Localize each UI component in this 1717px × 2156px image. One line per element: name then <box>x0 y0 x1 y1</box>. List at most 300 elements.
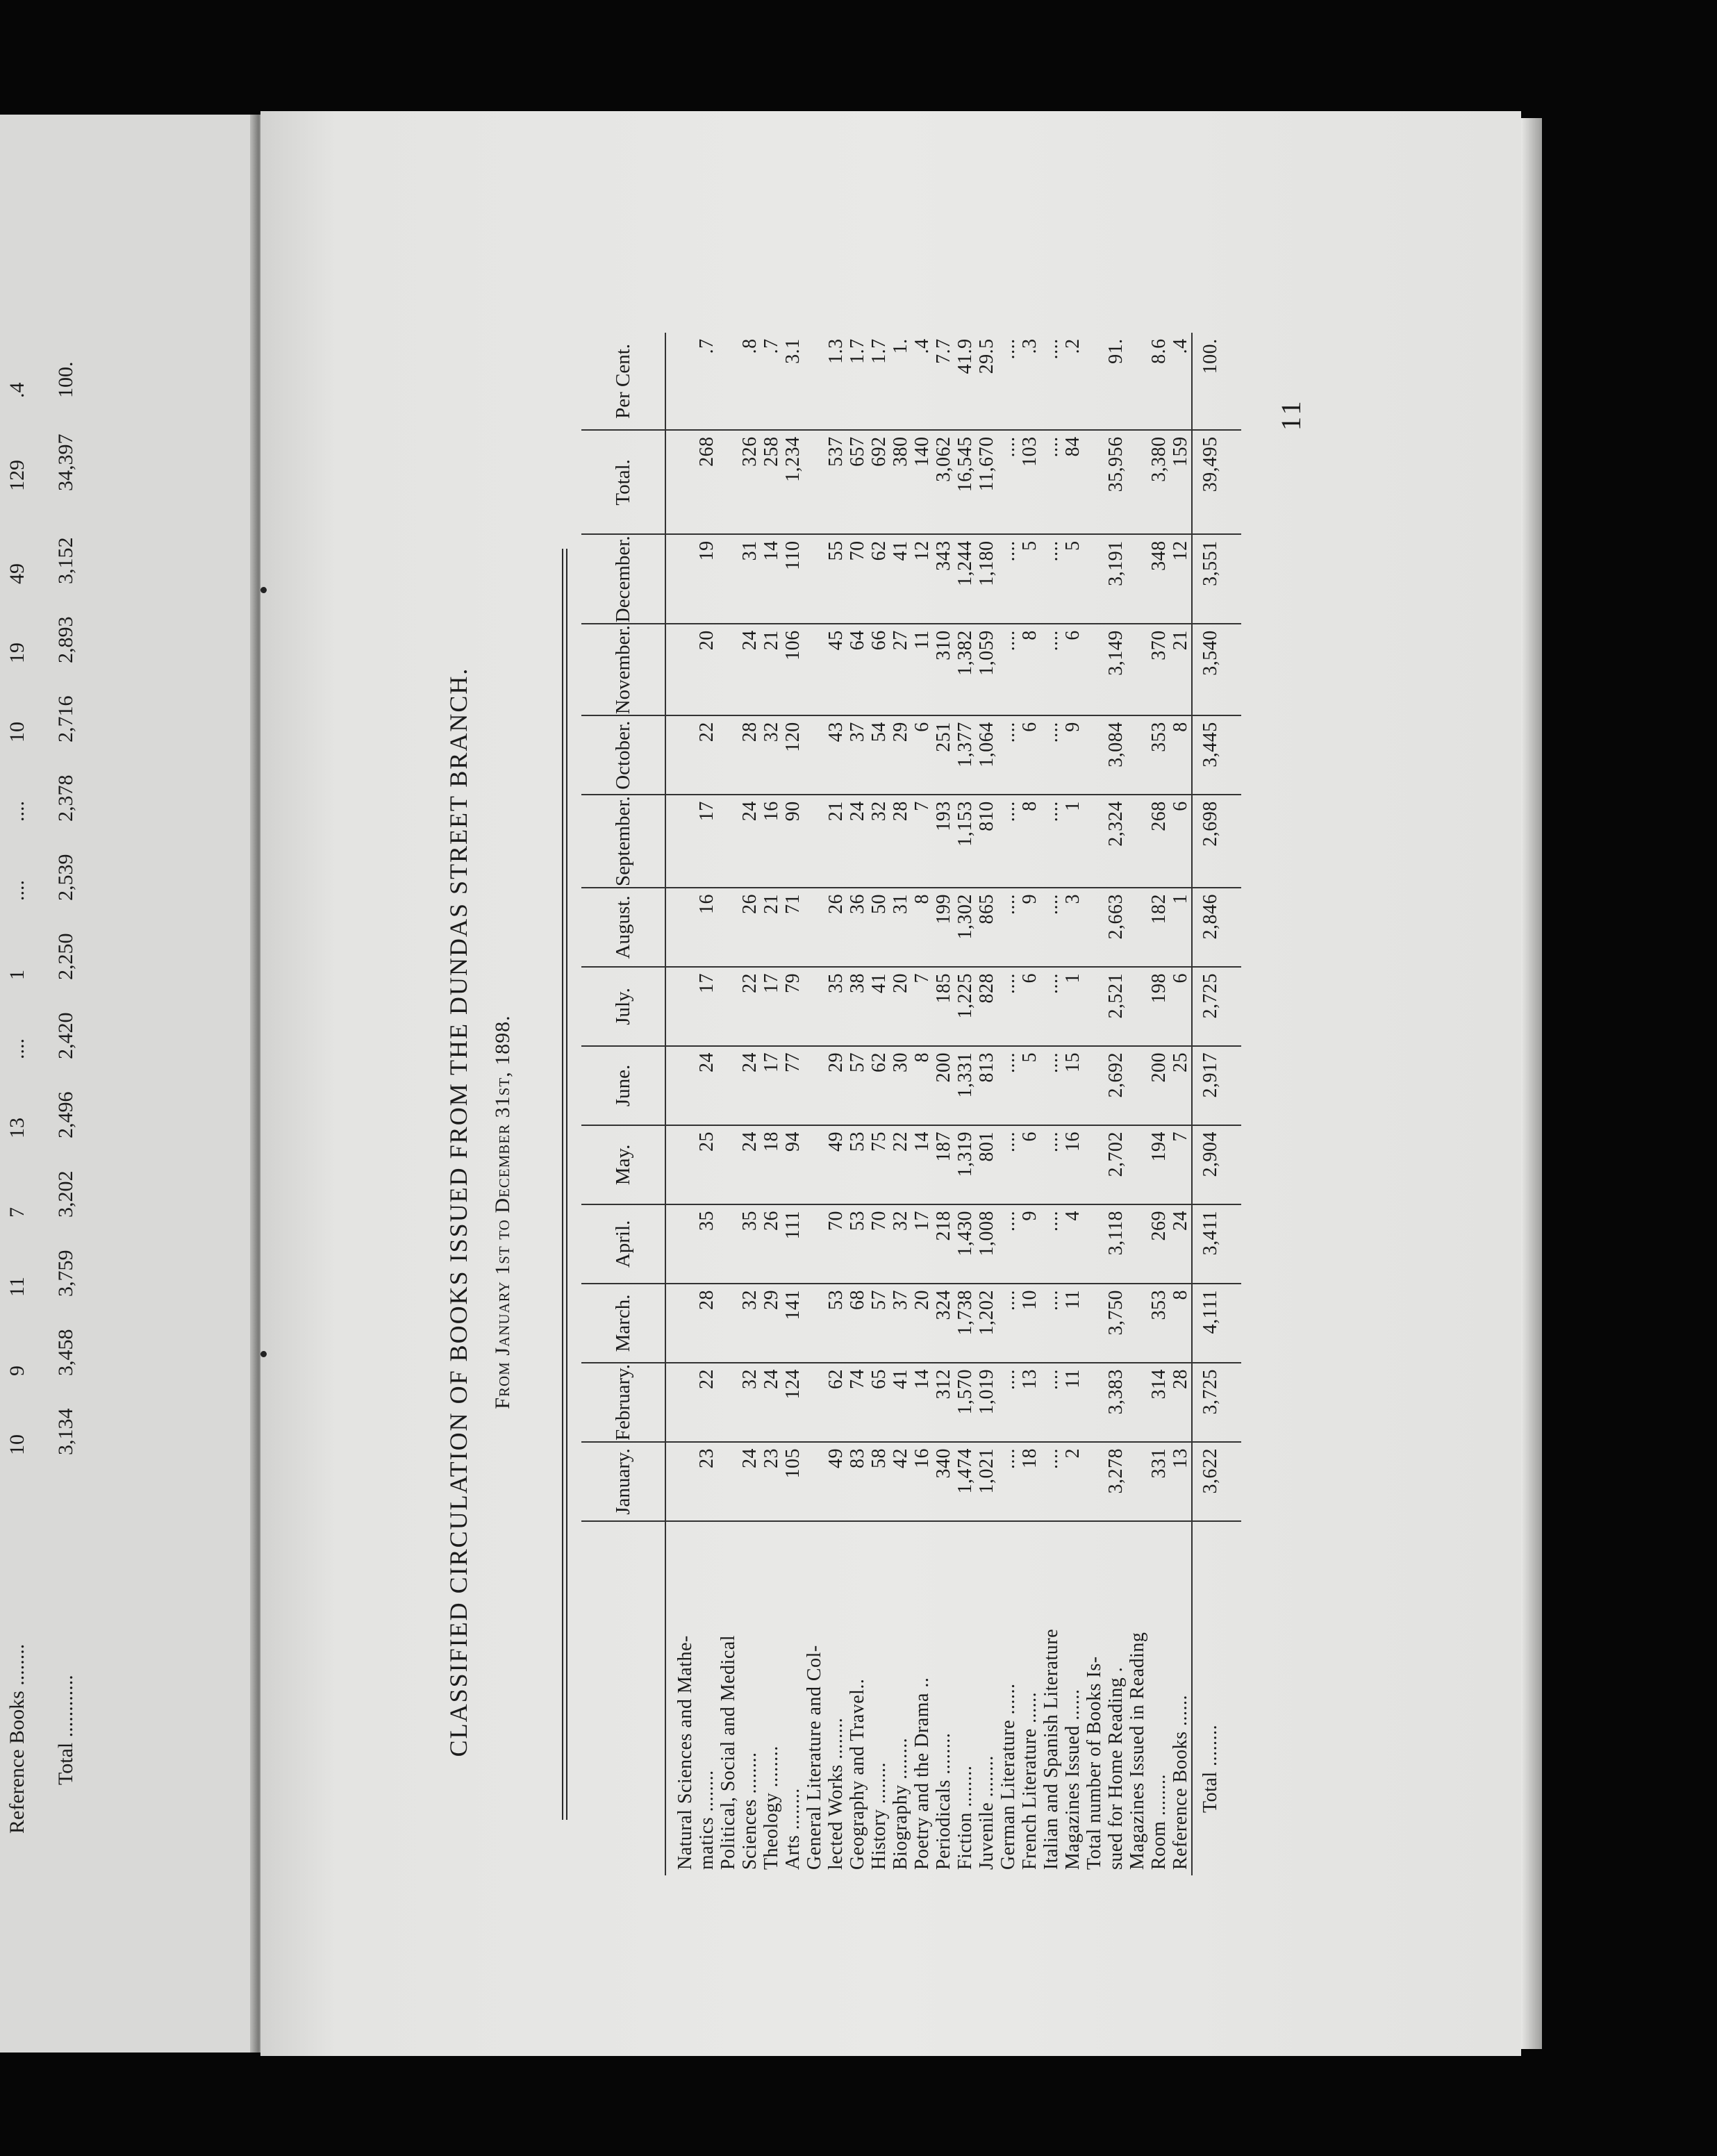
table-cell: 17 <box>696 967 718 1046</box>
right-page-content <box>406 320 1413 1875</box>
table-cell: 1,570 <box>954 1363 976 1442</box>
table-cell: 5 <box>1019 1046 1040 1125</box>
total-label: Total ........ <box>1192 1521 1241 1875</box>
table-cell <box>1084 888 1105 967</box>
row-label: Theology ........ <box>761 1745 782 1870</box>
column-header: September. <box>581 795 665 888</box>
table-cell: 38 <box>847 967 868 1046</box>
left-table-cell: 2,716 <box>54 695 77 743</box>
row-label: matics ........ <box>696 1770 718 1870</box>
table-cell: 3 <box>1062 888 1084 967</box>
table-cell: .... <box>997 715 1019 795</box>
table-cell <box>804 333 825 430</box>
table-cell <box>804 1284 825 1363</box>
column-header: March. <box>581 1284 665 1363</box>
table-row <box>954 333 976 1875</box>
table-cell <box>718 888 739 967</box>
table-cell: 11 <box>1062 1284 1084 1363</box>
binding-mark <box>260 1351 267 1357</box>
table-cell: 1,331 <box>954 1046 976 1125</box>
table-cell: 110 <box>782 534 804 624</box>
total-cell: 3,445 <box>1192 715 1241 795</box>
table-row <box>1127 333 1148 1875</box>
table-cell: 24 <box>739 1046 761 1125</box>
table-row <box>911 333 933 1875</box>
total-cell: 3,540 <box>1192 624 1241 715</box>
table-cell: 8 <box>911 1046 933 1125</box>
table-cell: 16 <box>911 1442 933 1521</box>
table-cell: .... <box>997 1046 1019 1125</box>
table-cell: 29 <box>890 715 911 795</box>
header-row <box>581 333 665 1875</box>
table-cell: 11 <box>911 624 933 715</box>
row-label: Total ............ <box>54 1675 77 1785</box>
table-cell: 141 <box>782 1284 804 1363</box>
table-cell: 200 <box>933 1046 954 1125</box>
row-label: Magazines Issued ...... <box>1062 1689 1084 1870</box>
table-cell <box>674 888 696 967</box>
table-cell: 26 <box>761 1204 782 1284</box>
table-cell: 84 <box>1062 430 1084 534</box>
table-cell: 36 <box>847 888 868 967</box>
table-cell <box>1127 888 1148 967</box>
table-cell: 268 <box>696 430 718 534</box>
table-cell <box>718 1046 739 1125</box>
table-cell <box>1084 333 1105 430</box>
page-edge <box>1521 118 1542 2049</box>
row-label: French Literature ...... <box>1019 1691 1040 1870</box>
table-cell: 16 <box>761 795 782 888</box>
table-cell: .... <box>997 333 1019 430</box>
table-cell: 41.9 <box>954 333 976 430</box>
table-cell: .7 <box>696 333 718 430</box>
table-cell: 20 <box>696 624 718 715</box>
table-cell <box>804 715 825 795</box>
total-cell: 100. <box>1192 333 1241 430</box>
table-spacer <box>665 333 674 1875</box>
table-cell: .... <box>1040 1363 1062 1442</box>
left-table-cell: 3,759 <box>54 1250 77 1297</box>
table-cell: .4 <box>911 333 933 430</box>
table-cell: 7 <box>1170 1125 1192 1204</box>
total-cell: 2,846 <box>1192 888 1241 967</box>
table-cell: 31 <box>890 888 911 967</box>
table-cell: 3,383 <box>1105 1363 1127 1442</box>
table-cell: 813 <box>976 1046 997 1125</box>
table-cell: 62 <box>825 1363 847 1442</box>
table-cell: 17 <box>911 1204 933 1284</box>
table-row <box>739 333 761 1875</box>
table-cell: 6 <box>1170 795 1192 888</box>
column-header: Per Cent. <box>581 333 665 430</box>
table-cell: 6 <box>911 715 933 795</box>
table-cell: 57 <box>847 1046 868 1125</box>
table-cell: 90 <box>782 795 804 888</box>
table-cell <box>1084 430 1105 534</box>
table-cell: 16 <box>696 888 718 967</box>
table-cell: 43 <box>825 715 847 795</box>
left-table-cell: 129 <box>6 460 28 491</box>
table-cell <box>1127 1284 1148 1363</box>
table-cell: 1.3 <box>825 333 847 430</box>
table-cell: .... <box>1040 1125 1062 1204</box>
table-cell: .4 <box>1170 333 1192 430</box>
table-cell <box>1127 1125 1148 1204</box>
table-cell: 37 <box>847 715 868 795</box>
table-cell: 13 <box>1019 1363 1040 1442</box>
table-cell: 159 <box>1170 430 1192 534</box>
circulation-table <box>581 333 1241 1875</box>
table-cell: 2,702 <box>1105 1125 1127 1204</box>
table-cell: 8 <box>1170 715 1192 795</box>
left-page-content <box>0 264 258 1861</box>
left-table-cell: 2,496 <box>54 1091 77 1138</box>
table-cell: 32 <box>739 1284 761 1363</box>
table-cell: 3,380 <box>1148 430 1170 534</box>
table-cell: .... <box>1040 1204 1062 1284</box>
table-cell: 1,153 <box>954 795 976 888</box>
table-cell <box>718 1442 739 1521</box>
left-table-cell: 13 <box>6 1118 28 1138</box>
table-row <box>1084 333 1105 1875</box>
table-cell: 3,062 <box>933 430 954 534</box>
table-cell: .... <box>997 1363 1019 1442</box>
table-cell <box>1127 795 1148 888</box>
page-number: 11 <box>1275 398 1307 431</box>
page-subtitle: From January 1st to December 31st, 1898. <box>491 1015 514 1409</box>
table-cell: 537 <box>825 430 847 534</box>
table-cell: 75 <box>868 1125 890 1204</box>
row-label: Biography ........ <box>890 1737 911 1870</box>
table-cell: 14 <box>761 534 782 624</box>
table-cell <box>1127 1363 1148 1442</box>
table-cell: 41 <box>868 967 890 1046</box>
table-cell: 1,244 <box>954 534 976 624</box>
table-cell: 1,234 <box>782 430 804 534</box>
table-cell: 26 <box>739 888 761 967</box>
total-cell: 2,917 <box>1192 1046 1241 1125</box>
table-cell: .... <box>997 1125 1019 1204</box>
table-cell: .... <box>997 795 1019 888</box>
table-row <box>1040 333 1062 1875</box>
table-cell: 71 <box>782 888 804 967</box>
column-header: November. <box>581 624 665 715</box>
table-cell: 25 <box>696 1125 718 1204</box>
column-header: August. <box>581 888 665 967</box>
table-cell: 1,021 <box>976 1442 997 1521</box>
table-cell: 28 <box>696 1284 718 1363</box>
table-cell <box>1084 967 1105 1046</box>
table-cell: 22 <box>696 715 718 795</box>
left-table-cell: 11 <box>6 1277 28 1297</box>
table-cell: 24 <box>761 1363 782 1442</box>
table-cell: .... <box>1040 715 1062 795</box>
table-cell: 120 <box>782 715 804 795</box>
table-cell: 6 <box>1170 967 1192 1046</box>
table-cell: 1.7 <box>868 333 890 430</box>
table-cell <box>718 1125 739 1204</box>
table-cell: 6 <box>1019 715 1040 795</box>
table-cell: 810 <box>976 795 997 888</box>
row-label: Political, Social and Medical <box>718 1635 739 1870</box>
table-cell <box>804 967 825 1046</box>
table-cell: 269 <box>1148 1204 1170 1284</box>
table-cell: .... <box>997 1284 1019 1363</box>
table-cell: 865 <box>976 888 997 967</box>
table-cell: 11,670 <box>976 430 997 534</box>
table-cell: 41 <box>890 1363 911 1442</box>
table-cell: .... <box>1040 795 1062 888</box>
table-cell: 7 <box>911 967 933 1046</box>
left-table-cell: 19 <box>6 642 28 663</box>
table-cell: 62 <box>868 1046 890 1125</box>
left-table-cell: 3,458 <box>54 1329 77 1376</box>
column-header: Total. <box>581 430 665 534</box>
table-cell: 3,191 <box>1105 534 1127 624</box>
table-cell <box>1084 795 1105 888</box>
table-cell <box>718 795 739 888</box>
table-cell <box>674 534 696 624</box>
table-cell: 22 <box>696 1363 718 1442</box>
table-cell <box>1084 1363 1105 1442</box>
table-cell: 1,302 <box>954 888 976 967</box>
table-cell: 18 <box>761 1125 782 1204</box>
table-cell: 140 <box>911 430 933 534</box>
table-cell: 3,278 <box>1105 1442 1127 1521</box>
table-cell: .... <box>997 967 1019 1046</box>
row-label: General Literature and Col- <box>804 1645 825 1870</box>
total-cell: 2,904 <box>1192 1125 1241 1204</box>
table-cell: 2,663 <box>1105 888 1127 967</box>
table-cell: 3,750 <box>1105 1284 1127 1363</box>
row-label: Poetry and the Drama .. <box>911 1677 933 1870</box>
table-cell: 28 <box>739 715 761 795</box>
table-cell: 28 <box>890 795 911 888</box>
table-row <box>674 333 696 1875</box>
table-cell: 24 <box>847 795 868 888</box>
table-cell <box>1084 624 1105 715</box>
table-cell: 74 <box>847 1363 868 1442</box>
table-cell <box>804 1046 825 1125</box>
table-cell: 49 <box>825 1442 847 1521</box>
table-cell: 251 <box>933 715 954 795</box>
rule <box>566 549 567 1820</box>
table-cell: 8.6 <box>1148 333 1170 430</box>
table-row <box>782 333 804 1875</box>
table-cell: 187 <box>933 1125 954 1204</box>
table-cell: 348 <box>1148 534 1170 624</box>
table-cell: 692 <box>868 430 890 534</box>
table-cell: 19 <box>696 534 718 624</box>
table-row <box>761 333 782 1875</box>
table-cell: 37 <box>890 1284 911 1363</box>
table-cell <box>674 1442 696 1521</box>
table-row <box>1105 333 1127 1875</box>
table-cell: .... <box>997 534 1019 624</box>
table-cell: 103 <box>1019 430 1040 534</box>
table-row <box>933 333 954 1875</box>
table-cell: 182 <box>1148 888 1170 967</box>
left-table-cell: 1 <box>6 970 28 980</box>
table-cell <box>804 1204 825 1284</box>
table-cell: 310 <box>933 624 954 715</box>
table-cell: .... <box>1040 1442 1062 1521</box>
table-cell: 8 <box>1019 795 1040 888</box>
left-table-cell: 10 <box>6 1434 28 1455</box>
table-cell: .... <box>1040 967 1062 1046</box>
table-cell: 1,225 <box>954 967 976 1046</box>
table-cell: 21 <box>1170 624 1192 715</box>
table-cell <box>804 1125 825 1204</box>
row-label: Periodicals ........ <box>933 1732 954 1870</box>
table-cell: .... <box>997 1442 1019 1521</box>
table-cell <box>1084 1442 1105 1521</box>
table-cell <box>1127 430 1148 534</box>
table-cell <box>1084 1284 1105 1363</box>
table-cell: 35 <box>739 1204 761 1284</box>
table-row <box>997 333 1019 1875</box>
table-cell: 8 <box>1019 624 1040 715</box>
table-cell: 15 <box>1062 1046 1084 1125</box>
table-cell <box>674 1284 696 1363</box>
table-cell: 111 <box>782 1204 804 1284</box>
table-cell: 828 <box>976 967 997 1046</box>
left-table-cell: 9 <box>6 1366 28 1376</box>
left-table-cell: 3,134 <box>54 1408 77 1455</box>
table-cell: 6 <box>1019 1125 1040 1204</box>
table-cell: 41 <box>890 534 911 624</box>
total-cell: 3,725 <box>1192 1363 1241 1442</box>
left-table-cell: 10 <box>6 722 28 743</box>
column-header: January. <box>581 1442 665 1521</box>
left-table-cell: 2,250 <box>54 933 77 980</box>
rule <box>562 549 563 1820</box>
left-table-cell: 100. <box>54 361 77 398</box>
table-cell <box>1084 534 1105 624</box>
table-cell: .2 <box>1062 333 1084 430</box>
left-table-cell: 2,539 <box>54 854 77 901</box>
table-cell: 35 <box>825 967 847 1046</box>
table-cell: 24 <box>739 1125 761 1204</box>
table-cell: .... <box>997 1204 1019 1284</box>
table-cell: 1,202 <box>976 1284 997 1363</box>
total-cell: 2,698 <box>1192 795 1241 888</box>
table-cell: 1,180 <box>976 534 997 624</box>
left-table-cell: 49 <box>6 563 28 584</box>
table-cell: 4 <box>1062 1204 1084 1284</box>
table-cell: 20 <box>890 967 911 1046</box>
row-label: Reference Books ........ <box>6 1643 28 1834</box>
table-cell <box>674 1125 696 1204</box>
row-label: Magazines Issued in Reading <box>1127 1632 1148 1870</box>
table-cell: 1 <box>1170 888 1192 967</box>
table-cell: 5 <box>1062 534 1084 624</box>
row-label: Reference Books ...... <box>1170 1694 1191 1870</box>
total-row <box>1192 333 1241 1875</box>
table-cell: .... <box>1040 1284 1062 1363</box>
table-cell: 326 <box>739 430 761 534</box>
table-cell: 20 <box>911 1284 933 1363</box>
table-cell: 380 <box>890 430 911 534</box>
table-cell <box>1127 534 1148 624</box>
table-cell: 17 <box>696 795 718 888</box>
table-cell: 29.5 <box>976 333 997 430</box>
column-header-label <box>581 1521 665 1875</box>
table-cell: 27 <box>890 624 911 715</box>
table-cell: 7 <box>911 795 933 888</box>
table-cell: 68 <box>847 1284 868 1363</box>
table-cell: 29 <box>825 1046 847 1125</box>
table-cell: .... <box>1040 888 1062 967</box>
table-cell: .... <box>1040 534 1062 624</box>
table-cell: 3,118 <box>1105 1204 1127 1284</box>
table-cell: 21 <box>825 795 847 888</box>
table-cell <box>804 795 825 888</box>
total-cell: 39,495 <box>1192 430 1241 534</box>
total-cell: 3,622 <box>1192 1442 1241 1521</box>
table-cell: 24 <box>739 795 761 888</box>
table-cell: .... <box>997 430 1019 534</box>
table-cell <box>1127 967 1148 1046</box>
left-table-cell: .... <box>6 801 28 822</box>
left-table-cell: 34,397 <box>54 433 77 491</box>
row-label: Juvenile ........ <box>976 1755 997 1870</box>
table-cell: 801 <box>976 1125 997 1204</box>
left-table-cell: 2,378 <box>54 774 77 822</box>
table-cell <box>674 1204 696 1284</box>
table-cell: 17 <box>761 1046 782 1125</box>
table-cell: .7 <box>761 333 782 430</box>
table-cell <box>674 624 696 715</box>
table-cell: 340 <box>933 1442 954 1521</box>
row-label: German Literature ...... <box>997 1683 1019 1870</box>
table-row <box>1148 333 1170 1875</box>
table-cell <box>804 1442 825 1521</box>
table-cell <box>804 1363 825 1442</box>
table-cell <box>804 624 825 715</box>
total-cell: 2,725 <box>1192 967 1241 1046</box>
table-cell: 198 <box>1148 967 1170 1046</box>
table-row <box>847 333 868 1875</box>
row-label: Natural Sciences and Mathe- <box>674 1635 696 1870</box>
table-cell: 91. <box>1105 333 1127 430</box>
table-cell: 21 <box>761 624 782 715</box>
table-cell <box>1084 1204 1105 1284</box>
table-cell: 193 <box>933 795 954 888</box>
table-cell: 32 <box>868 795 890 888</box>
table-cell <box>718 430 739 534</box>
table-cell: 9 <box>1062 715 1084 795</box>
table-cell: 77 <box>782 1046 804 1125</box>
left-table-cell: 2,420 <box>54 1012 77 1059</box>
column-header: June. <box>581 1046 665 1125</box>
left-table-cell: 3,202 <box>54 1170 77 1218</box>
table-cell: 2,324 <box>1105 795 1127 888</box>
table-cell: 2 <box>1062 1442 1084 1521</box>
table-cell: 200 <box>1148 1046 1170 1125</box>
table-cell <box>674 430 696 534</box>
table-cell: 1 <box>1062 795 1084 888</box>
table-cell: 258 <box>761 430 782 534</box>
total-cell: 3,411 <box>1192 1204 1241 1284</box>
table-cell: 31 <box>739 534 761 624</box>
table-cell: 94 <box>782 1125 804 1204</box>
table-cell: 62 <box>868 534 890 624</box>
table-cell: 1,382 <box>954 624 976 715</box>
table-row <box>1019 333 1040 1875</box>
table-cell: .... <box>997 624 1019 715</box>
table-cell: 312 <box>933 1363 954 1442</box>
